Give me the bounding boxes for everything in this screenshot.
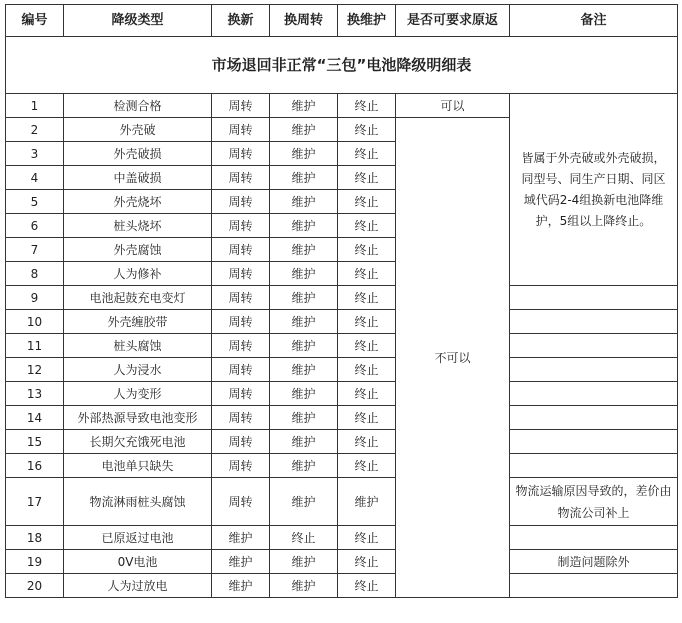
- cell-maintenance: 终止: [338, 142, 396, 166]
- cell-new: 周转: [212, 382, 270, 406]
- table-row: [6, 454, 678, 478]
- cell-remark-empty: [510, 454, 678, 478]
- cell-remark-empty: [510, 334, 678, 358]
- cell-no: 5: [6, 190, 64, 214]
- header-maintenance: 换维护: [338, 5, 396, 37]
- table-row: [6, 310, 678, 334]
- cell-turnover: 维护: [270, 454, 338, 478]
- cell-type: 桩头烧坏: [64, 214, 212, 238]
- cell-new: 周转: [212, 358, 270, 382]
- cell-new: 周转: [212, 454, 270, 478]
- cell-new: 维护: [212, 574, 270, 598]
- cell-turnover: 维护: [270, 118, 338, 142]
- cell-maintenance: 终止: [338, 214, 396, 238]
- cell-new: 周转: [212, 478, 270, 526]
- cell-type: 人为过放电: [64, 574, 212, 598]
- cell-maintenance: 终止: [338, 406, 396, 430]
- cell-new: 周转: [212, 310, 270, 334]
- cell-no: 4: [6, 166, 64, 190]
- cell-new: 周转: [212, 166, 270, 190]
- table-row: [6, 382, 678, 406]
- cell-remark-empty: [510, 574, 678, 598]
- table-row: [6, 334, 678, 358]
- cell-maintenance: 终止: [338, 454, 396, 478]
- cell-turnover: 维护: [270, 166, 338, 190]
- cell-new: 周转: [212, 190, 270, 214]
- cell-maintenance: 终止: [338, 238, 396, 262]
- cell-type: 外部热源导致电池变形: [64, 406, 212, 430]
- table-body: [6, 94, 678, 598]
- header-new: 换新: [212, 5, 270, 37]
- cell-no: 8: [6, 262, 64, 286]
- cell-remark-empty: [510, 310, 678, 334]
- cell-remark-empty: [510, 286, 678, 310]
- cell-turnover: 维护: [270, 406, 338, 430]
- table-row: [6, 550, 678, 574]
- cell-turnover: 维护: [270, 286, 338, 310]
- cell-no: 3: [6, 142, 64, 166]
- header-row: [6, 5, 678, 37]
- cell-type: 电池起鼓充电变灯: [64, 286, 212, 310]
- cell-maintenance: 终止: [338, 430, 396, 454]
- cell-turnover: 维护: [270, 334, 338, 358]
- cell-turnover: 维护: [270, 550, 338, 574]
- cell-no: 2: [6, 118, 64, 142]
- table-row: [6, 478, 678, 526]
- cell-maintenance: 维护: [338, 478, 396, 526]
- cell-maintenance: 终止: [338, 166, 396, 190]
- table-row: [6, 286, 678, 310]
- header-type: 降级类型: [64, 5, 212, 37]
- table-row: [6, 430, 678, 454]
- cell-type: 外壳破损: [64, 142, 212, 166]
- cell-maintenance: 终止: [338, 190, 396, 214]
- cell-remark-empty: [510, 382, 678, 406]
- cell-type: 人为浸水: [64, 358, 212, 382]
- cell-maintenance: 终止: [338, 526, 396, 550]
- cell-maintenance: 终止: [338, 574, 396, 598]
- cell-no: 15: [6, 430, 64, 454]
- cell-maintenance: 终止: [338, 382, 396, 406]
- cell-no: 6: [6, 214, 64, 238]
- cell-turnover: 维护: [270, 574, 338, 598]
- table-container: [5, 4, 677, 616]
- cell-turnover: 维护: [270, 430, 338, 454]
- battery-downgrade-table: [5, 4, 678, 598]
- cell-new: 周转: [212, 334, 270, 358]
- cell-maintenance: 终止: [338, 358, 396, 382]
- cell-remark-empty: [510, 406, 678, 430]
- cell-turnover: 维护: [270, 358, 338, 382]
- cell-no: 20: [6, 574, 64, 598]
- cell-turnover: 维护: [270, 94, 338, 118]
- cell-turnover: 维护: [270, 478, 338, 526]
- cell-new: 周转: [212, 214, 270, 238]
- cell-type: 外壳破: [64, 118, 212, 142]
- cell-turnover: 终止: [270, 526, 338, 550]
- cell-turnover: 维护: [270, 214, 338, 238]
- cell-type: 人为修补: [64, 262, 212, 286]
- cell-maintenance: 终止: [338, 286, 396, 310]
- cell-type: 外壳缠胶带: [64, 310, 212, 334]
- cell-new: 周转: [212, 262, 270, 286]
- cell-no: 14: [6, 406, 64, 430]
- cell-no: 19: [6, 550, 64, 574]
- cell-type: 人为变形: [64, 382, 212, 406]
- cell-turnover: 维护: [270, 142, 338, 166]
- cell-maintenance: 终止: [338, 94, 396, 118]
- table-row: [6, 574, 678, 598]
- cell-remark-empty: [510, 526, 678, 550]
- cell-new: 周转: [212, 430, 270, 454]
- cell-remark-empty: [510, 358, 678, 382]
- cell-no: 12: [6, 358, 64, 382]
- table-title: 市场退回非正常“三包”电池降级明细表: [6, 37, 678, 94]
- cell-remark-group: 皆属于外壳破或外壳破损，同型号、同生产日期、同区域代码2-4组换新电池降维护，5组以上降终止。: [510, 94, 678, 286]
- cell-type: 0V电池: [64, 550, 212, 574]
- cell-no: 17: [6, 478, 64, 526]
- table-row: [6, 358, 678, 382]
- cell-turnover: 维护: [270, 190, 338, 214]
- cell-no: 11: [6, 334, 64, 358]
- cell-turnover: 维护: [270, 310, 338, 334]
- cell-maintenance: 终止: [338, 550, 396, 574]
- cell-type: 外壳烧坏: [64, 190, 212, 214]
- header-remark: 备注: [510, 5, 678, 37]
- cell-no: 9: [6, 286, 64, 310]
- cell-return-no: 不可以: [396, 118, 510, 598]
- cell-remark-manufacturing: 制造问题除外: [510, 550, 678, 574]
- cell-new: 维护: [212, 550, 270, 574]
- cell-new: 周转: [212, 406, 270, 430]
- cell-return-yes: 可以: [396, 94, 510, 118]
- cell-no: 13: [6, 382, 64, 406]
- cell-maintenance: 终止: [338, 262, 396, 286]
- table-row: [6, 406, 678, 430]
- cell-new: 周转: [212, 142, 270, 166]
- cell-new: 周转: [212, 118, 270, 142]
- cell-maintenance: 终止: [338, 118, 396, 142]
- cell-remark-logistics: 物流运输原因导致的，差价由物流公司补上: [510, 478, 678, 526]
- cell-new: 周转: [212, 286, 270, 310]
- cell-turnover: 维护: [270, 262, 338, 286]
- cell-type: 检测合格: [64, 94, 212, 118]
- cell-type: 已原返过电池: [64, 526, 212, 550]
- cell-type: 外壳腐蚀: [64, 238, 212, 262]
- table-row: [6, 526, 678, 550]
- cell-no: 10: [6, 310, 64, 334]
- header-return: 是否可要求原返: [396, 5, 510, 37]
- header-no: 编号: [6, 5, 64, 37]
- cell-turnover: 维护: [270, 382, 338, 406]
- cell-new: 维护: [212, 526, 270, 550]
- cell-new: 周转: [212, 238, 270, 262]
- cell-remark-empty: [510, 430, 678, 454]
- cell-type: 物流淋雨桩头腐蚀: [64, 478, 212, 526]
- cell-type: 桩头腐蚀: [64, 334, 212, 358]
- cell-no: 7: [6, 238, 64, 262]
- cell-type: 电池单只缺失: [64, 454, 212, 478]
- header-turnover: 换周转: [270, 5, 338, 37]
- cell-type: 中盖破损: [64, 166, 212, 190]
- table-row: [6, 94, 678, 118]
- cell-maintenance: 终止: [338, 334, 396, 358]
- cell-no: 1: [6, 94, 64, 118]
- cell-type: 长期欠充饿死电池: [64, 430, 212, 454]
- cell-maintenance: 终止: [338, 310, 396, 334]
- cell-turnover: 维护: [270, 238, 338, 262]
- cell-no: 18: [6, 526, 64, 550]
- cell-new: 周转: [212, 94, 270, 118]
- cell-no: 16: [6, 454, 64, 478]
